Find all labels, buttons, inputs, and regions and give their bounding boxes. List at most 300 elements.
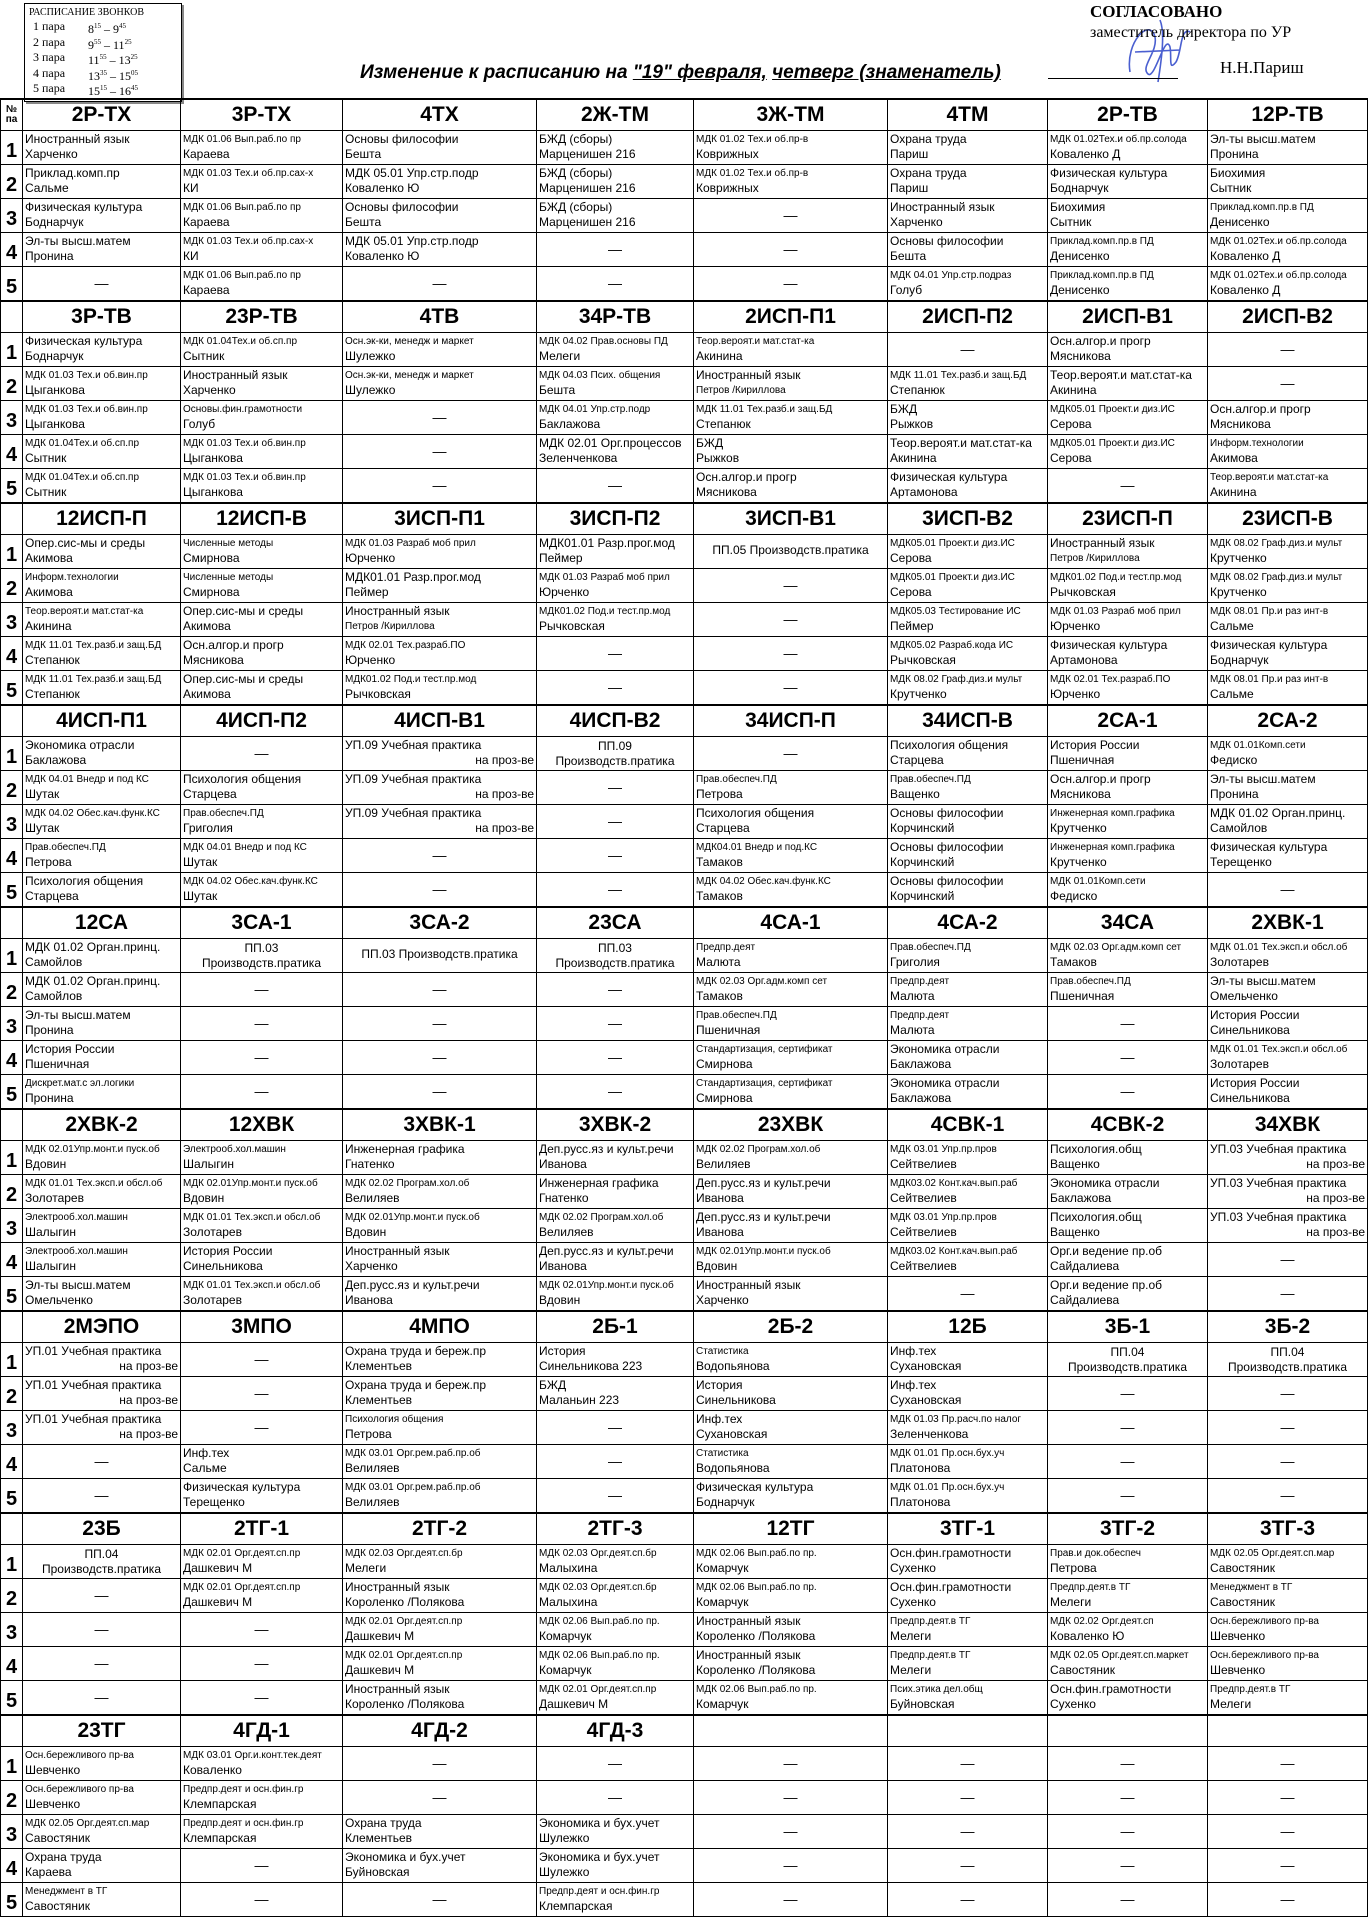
teacher: Иванова [539,1157,587,1171]
subject: Психология общения [25,874,144,888]
lesson-content [1208,569,1367,600]
lesson-cell [537,1479,694,1514]
subject: МДК 01.02Тех.и об.пр.солода [1210,270,1347,281]
lesson-cell [888,1075,1048,1110]
lesson-cell [1048,1681,1208,1716]
lesson-row [1,1781,1368,1815]
bell-time-part: 25 [130,53,138,62]
group-name: 12ХВК [181,1109,343,1141]
lesson-cell [181,603,343,637]
pair-number: 5 [1,267,23,302]
lesson-content [888,199,1047,230]
subject: УП.03 Учебная практика [1210,1142,1347,1156]
empty-dash: — [960,1891,975,1907]
teacher: Синельникова [1210,1023,1290,1037]
teacher: Юрченко [345,653,396,667]
lesson-cell [1208,1411,1368,1445]
pair-number: 4 [1,1445,23,1479]
empty-dash: — [608,1419,622,1435]
group-name: 2ИСП-В2 [1208,301,1368,333]
teacher: Комарчук [696,1595,749,1609]
empty-dash: — [1120,1015,1135,1031]
lesson-content [181,839,342,870]
lesson-cell [1208,737,1368,771]
subject: МДК 01.03 Тех.и об.вин.пр [25,370,148,381]
subject: МДК 01.04Тех.и об.сп.пр [25,438,139,449]
lesson-content [888,233,1047,264]
lesson-content [1048,771,1207,802]
lesson-content [181,1545,342,1576]
lesson-cell [181,1647,343,1681]
lesson-cell [537,1815,694,1849]
lesson-cell [23,131,181,165]
lesson-cell [1208,1445,1368,1479]
lesson-cell [181,267,343,302]
subject: Осн.эк-ки, менедж и маркет [345,336,474,347]
bell-row [25,50,181,66]
lesson-cell [1048,1343,1208,1377]
pair-number: 4 [1,1041,23,1075]
teacher: на проз-ве [1306,1191,1365,1205]
subject: МДК 01.03 Разраб моб прил [345,538,476,549]
lesson-cell [1048,1175,1208,1209]
teacher: Клементьев [345,1831,413,1845]
teacher: Рыжков [890,417,934,431]
lesson-cell [1048,1209,1208,1243]
empty-dash: — [783,1755,798,1771]
lesson-content [1048,1243,1207,1274]
bell-time: $8^{15} - 9^{45}$ [88,22,126,36]
lesson-cell [181,1849,343,1883]
subject: МДК 01.01 Тех.эксп.и обсл.об [25,1178,163,1189]
teacher: Голуб [890,283,923,297]
lesson-row [1,603,1368,637]
lesson-cell [1048,1041,1208,1075]
lesson-content [694,1411,887,1442]
lesson-cell [23,1445,181,1479]
teacher: Савостяник [1210,1595,1275,1609]
group-name: 34Р-ТВ [537,301,694,333]
bell-time-part: 9 [113,22,119,36]
signature-line [1048,58,1178,79]
subject: История [539,1344,586,1358]
teacher: Сайдалиева [1050,1293,1120,1307]
empty-dash: — [783,745,798,761]
teacher: Бешта [345,215,382,229]
lesson-cell [23,1781,181,1815]
empty-dash: — [608,847,622,863]
group-name: 4СА-1 [694,907,888,939]
teacher: Мясникова [1050,349,1111,363]
group-name: 4ТВ [343,301,537,333]
lesson-content [1208,165,1367,196]
lesson-cell [1208,267,1368,302]
subject: МДК 04.01 Упр.стр.подраз [890,270,1012,281]
empty-dash: — [1120,1789,1135,1805]
subject: ПП.04 [1110,1345,1145,1359]
lesson-content [343,165,536,196]
lesson-content [343,1545,536,1576]
teacher: Григолия [890,955,940,969]
pair-number: 2 [1,771,23,805]
lesson-content [694,1041,887,1072]
lesson-row [1,1647,1368,1681]
bell-row [25,35,181,51]
subject: Прав.обеспеч.ПД [696,774,777,785]
lesson-content [1208,267,1367,298]
lesson-content [343,1343,536,1374]
lesson-row [1,435,1368,469]
subject: МДК 04.01 Внедр и под КС [25,774,149,785]
subject: Психология общения [890,738,1009,752]
lesson-cell [1208,199,1368,233]
lesson-cell [181,333,343,367]
empty-dash: — [1280,1789,1295,1805]
subject: Эл-ты высш.матем [1210,132,1316,146]
subject: Прав.обеспеч.ПД [696,1010,777,1021]
lesson-cell [888,1445,1048,1479]
lesson-cell [694,267,888,302]
lesson-content [537,1681,693,1712]
subject: Иностранный язык [1050,536,1155,550]
teacher: Клементьев [345,1393,413,1407]
subject: Теор.вероят.и мат.стат-ка [696,336,815,347]
lesson-content [1208,401,1367,432]
teacher: Корчинский [890,821,955,835]
lesson-content [1048,435,1207,466]
lesson-content [343,569,536,600]
lesson-content [1208,535,1367,566]
subject: БЖД [890,402,918,416]
lesson-content [888,671,1047,702]
empty-dash: — [783,241,798,257]
lesson-cell [1048,1411,1208,1445]
lesson-content [343,771,536,802]
teacher: Сытник [1210,181,1252,195]
empty-dash: — [254,745,269,761]
teacher: Париш [890,181,929,195]
lesson-row [1,1175,1368,1209]
lesson-cell [181,1075,343,1110]
teacher: Короленко /Полякова [696,1663,816,1677]
lesson-content [1048,131,1207,162]
lesson-cell [23,1007,181,1041]
lesson-cell [1048,1277,1208,1312]
lesson-content [343,333,536,364]
lesson-row [1,535,1368,569]
lesson-cell [694,1579,888,1613]
lesson-cell [537,1243,694,1277]
subject: МДК 02.01 Орг.деят.сп.пр [345,1650,463,1661]
subject: МДК 01.01Комп.сети [1050,876,1146,887]
teacher: Велиляев [539,1225,594,1239]
lesson-cell [1208,569,1368,603]
lesson-cell [23,1377,181,1411]
teacher: Акинина [1210,485,1257,499]
pair-number-header [1,1311,23,1343]
lesson-cell [694,1277,888,1312]
lesson-content [343,1141,536,1172]
subject: МДК 01.03 Тех.и об.пр.сах-х [183,236,314,247]
subject: Физическая культура [1210,638,1328,652]
lesson-cell [23,1141,181,1175]
subject: УП.01 Учебная практика [25,1378,162,1392]
lesson-content [23,637,180,668]
lesson-row [1,637,1368,671]
subject: МДК01.02 Под.и тест.пр.мод [1050,572,1182,583]
teacher: Золотарев [183,1293,242,1307]
lesson-content [23,1781,180,1812]
empty-dash: — [960,1823,975,1839]
empty-dash: — [608,1789,622,1805]
lesson-cell [888,1479,1048,1514]
lesson-content [888,367,1047,398]
lesson-content [694,469,887,500]
lesson-content [1048,401,1207,432]
pair-number: 3 [1,603,23,637]
teacher: Иванова [539,1259,587,1273]
teacher: Рычковская [345,687,411,701]
lesson-cell [23,805,181,839]
group-name: 3Ж-ТМ [694,99,888,131]
lesson-cell [23,1883,181,1917]
teacher: Производств.пратика [555,754,675,768]
lesson-content [1208,1613,1367,1644]
empty-dash: — [608,1015,622,1031]
subject: Экономика отрасли [890,1042,1000,1056]
teacher: Смирнова [183,585,240,599]
lesson-cell [181,1007,343,1041]
lesson-cell [888,1545,1048,1579]
lesson-content [23,603,180,634]
teacher: Смирнова [696,1057,753,1071]
teacher: Короленко /Полякова [345,1595,465,1609]
lesson-row [1,1883,1368,1917]
lesson-content [1208,1545,1367,1576]
subject: Физическая культура [1210,840,1328,854]
teacher: Велиляев [345,1461,400,1475]
group-name [888,1715,1048,1747]
lesson-content [888,165,1047,196]
teacher: Вдовин [25,1157,67,1171]
page-title [360,62,1001,84]
teacher: Дашкевич М [183,1595,253,1609]
lesson-content [1208,771,1367,802]
empty-dash: — [432,409,447,425]
teacher: Шутак [25,821,60,835]
empty-dash: — [1120,1487,1135,1503]
teacher: Юрченко [1050,619,1101,633]
group-name: 2ТГ-3 [537,1513,694,1545]
lesson-cell [537,1411,694,1445]
teacher: Маланьин 223 [539,1393,620,1407]
pair-number: 3 [1,199,23,233]
lesson-cell [537,1141,694,1175]
lesson-cell [694,1007,888,1041]
teacher: Зеленченкова [890,1427,969,1441]
subject: Стандартизация, сертификат [696,1044,833,1055]
lesson-cell [23,1041,181,1075]
lesson-cell [694,1849,888,1883]
group-name: 12Б [888,1311,1048,1343]
empty-dash: — [1120,1083,1135,1099]
lesson-cell [888,267,1048,302]
empty-dash: — [94,1689,109,1705]
subject: Биохимия [1050,200,1106,214]
pair-number: 1 [1,1747,23,1781]
lesson-content [1048,1343,1207,1375]
lesson-content [1208,939,1367,970]
lesson-cell [694,1781,888,1815]
pair-number: 1 [1,333,23,367]
empty-dash: — [432,477,447,493]
lesson-content [537,1141,693,1172]
lesson-content [1048,535,1207,566]
lesson-content [181,233,342,264]
lesson-cell [181,771,343,805]
lesson-content [1208,1681,1367,1712]
lesson-content [181,1781,342,1812]
teacher: КИ [183,249,199,263]
bell-time-part: 11 [113,37,125,52]
lesson-cell [888,435,1048,469]
bell-time-part: 05 [131,68,138,77]
empty-dash: — [254,1419,269,1435]
subject: МДК 02.01 Орг.деят.сп.пр [539,1684,657,1695]
teacher: Ващенко [1050,1225,1100,1239]
group-name: 2ИСП-П2 [888,301,1048,333]
lesson-content [23,535,180,566]
pair-number: 3 [1,1613,23,1647]
lesson-cell [888,1411,1048,1445]
lesson-cell [694,1075,888,1110]
subject: Иностранный язык [890,200,995,214]
subject: МДК 01.01 Тех.эксп.и обсл.об [1210,942,1348,953]
subject: Стандартизация, сертификат [696,1078,833,1089]
subject: Основы.фин.грамотности [183,404,303,415]
pair-number-header [1,503,23,535]
subject: Приклад.комп.пр.в ПД [1050,236,1154,247]
lesson-cell [181,839,343,873]
lesson-cell [537,603,694,637]
lesson-cell [1048,603,1208,637]
lesson-content [181,873,342,904]
lesson-cell [23,401,181,435]
lesson-row [1,267,1368,302]
lesson-cell [343,1479,537,1514]
teacher: Федиско [1050,889,1098,903]
subject: Осн.алгор.и прогр [696,470,797,484]
subject: Инф.тех [183,1446,230,1460]
lesson-cell [181,1277,343,1312]
teacher: Комарчук [539,1663,592,1677]
lesson-content [888,1141,1047,1172]
group-name: 12ИСП-П [23,503,181,535]
lesson-cell [888,131,1048,165]
lesson-content [181,199,342,230]
group-name: 2ИСП-В1 [1048,301,1208,333]
lesson-cell [888,771,1048,805]
teacher: Коваленко [183,1763,242,1777]
subject: БЖД (сборы) [539,200,613,214]
lesson-cell [1208,1243,1368,1277]
lesson-content [23,805,180,836]
lesson-content [888,839,1047,870]
lesson-row [1,131,1368,165]
lesson-cell [1208,1815,1368,1849]
lesson-content [694,1277,887,1308]
lesson-content [1048,1277,1207,1308]
teacher: Сухановская [696,1427,768,1441]
lesson-cell [23,1411,181,1445]
subject: Физическая культура [25,200,143,214]
teacher: Иванова [696,1225,744,1239]
teacher: Производств.пратика [1227,1360,1347,1374]
lesson-cell [1208,165,1368,199]
empty-dash: — [1280,1385,1295,1401]
subject: Иностранный язык [696,1614,801,1628]
subject: МДК05.01 Проект.и диз.ИС [1050,404,1175,415]
empty-dash: — [608,477,622,493]
lesson-cell [1208,1681,1368,1716]
lesson-row [1,569,1368,603]
lesson-row [1,737,1368,771]
lesson-content [23,401,180,432]
lesson-cell [888,939,1048,973]
lesson-content [694,1343,887,1374]
teacher: Боднарчук [25,215,84,229]
subject: Опер.сис-мы и среды [25,536,146,550]
lesson-cell [537,771,694,805]
subject: Прав.обеспеч.ПД [1050,976,1131,987]
lesson-content [1048,1141,1207,1172]
lesson-cell [181,973,343,1007]
lesson-cell [1208,637,1368,671]
lesson-cell [181,805,343,839]
teacher: Велиляев [345,1191,400,1205]
pair-number: 5 [1,1075,23,1110]
empty-dash: — [254,1621,269,1637]
empty-dash: — [432,275,447,291]
subject: Экономика и бух.учет [345,1850,466,1864]
teacher: Бешта [345,147,382,161]
lesson-content [694,131,887,162]
schedule-table [0,98,1368,1917]
subject: Физическая культура [1050,166,1168,180]
teacher: Коваленко Ю [345,249,420,263]
teacher: Клементьев [345,1359,413,1373]
lesson-content [1208,839,1367,870]
lesson-content [1048,873,1207,904]
teacher: Синельникова [183,1259,263,1273]
lesson-cell [343,637,537,671]
subject: МДК 04.03 Псих. общения [539,370,661,381]
teacher: Платонова [890,1495,951,1509]
empty-dash: — [254,1385,269,1401]
teacher: Мясникова [1050,787,1111,801]
lesson-cell [888,1175,1048,1209]
teacher: Коваленко Д [1210,283,1281,297]
lesson-content [343,1613,536,1644]
lesson-cell [23,165,181,199]
lesson-content [694,1007,887,1038]
bell-time-part: 15 [88,84,100,99]
bell-time-part: 45 [131,84,138,93]
subject: Инженерная комп.графика [1050,842,1175,853]
subject: История России [1210,1076,1300,1090]
group-header-row [1,1513,1368,1545]
lesson-content [694,401,887,432]
